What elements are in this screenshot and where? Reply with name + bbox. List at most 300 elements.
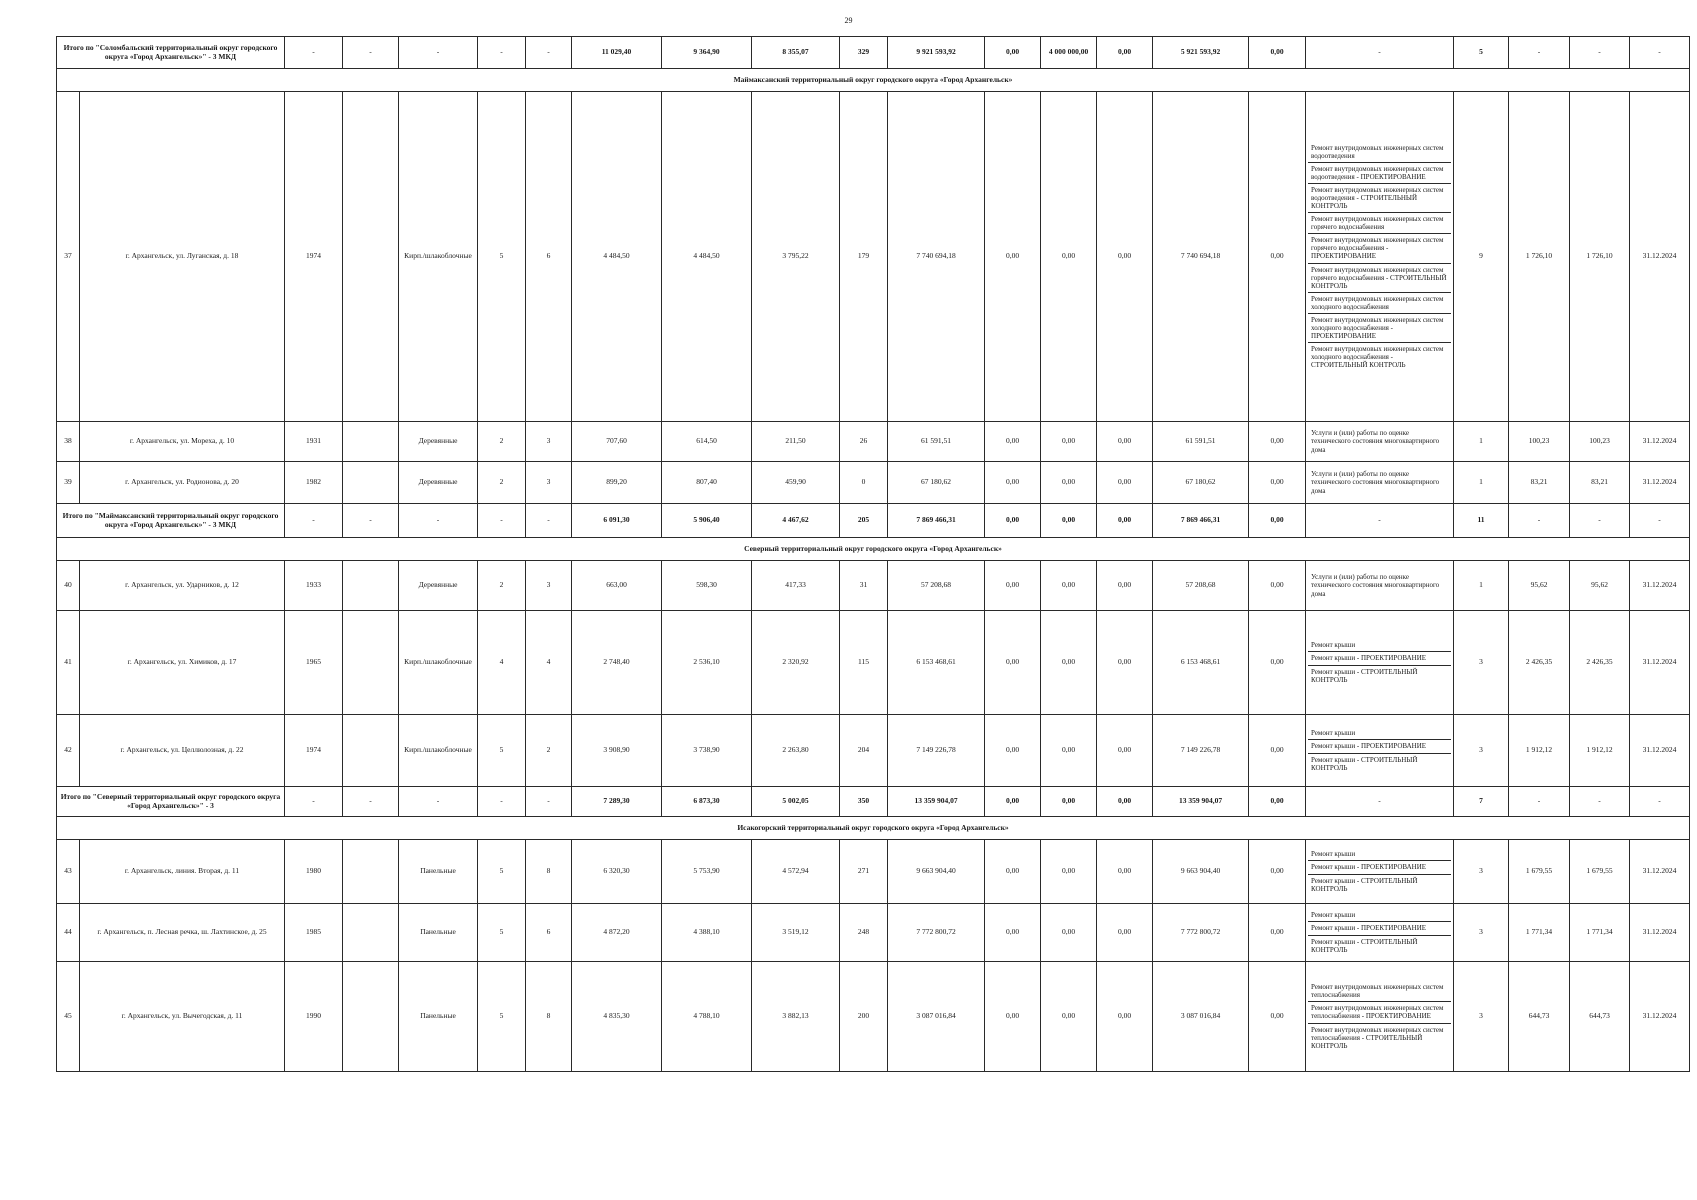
fund-2: 0,00 [1041,422,1097,462]
work-item: Ремонт внутридомовых инженерных систем водоотведения - ПРОЕКТИРОВАНИЕ [1308,163,1451,184]
cost-total: 9 921 593,92 [888,37,985,69]
living-area: 4 388,10 [662,904,752,962]
dash-cell: - [478,37,526,69]
dash-cell: - [343,504,399,538]
work-item: Услуги и (или) работы по оценке технического состояния многоквартирного дома [1311,470,1440,495]
row-number: 37 [57,92,80,422]
work-item: Ремонт внутридомовых инженерных систем холодного водоснабжения - ПРОЕКТИРОВАНИЕ [1308,314,1451,343]
residential-area: 4 467,62 [752,504,840,538]
fund-3: 0,00 [1097,422,1153,462]
completion-date: 31.12.2024 [1630,611,1690,715]
completion-date: 31.12.2024 [1630,422,1690,462]
max-unit-price: 1 679,55 [1570,840,1630,904]
fund-2: 0,00 [1041,904,1097,962]
fund-2: 0,00 [1041,962,1097,1072]
page-number: 29 [844,16,853,25]
section-header-maimaksa [57,69,1690,92]
cost-total: 6 153 468,61 [888,611,985,715]
floors: 2 [478,462,526,504]
cost-total: 67 180,62 [888,462,985,504]
year: 1980 [285,840,343,904]
dash-cell: - [343,37,399,69]
total-label: Итого по "Маймаксанский территориальный округ городского округа «Город Архангельск»" - 3 МКД [57,504,285,538]
works-count: 5 [1454,37,1509,69]
fund-4: 0,00 [1249,561,1306,611]
work-item: Ремонт крыши - СТРОИТЕЛЬНЫЙ КОНТРОЛЬ [1311,937,1418,954]
residents: 271 [840,840,888,904]
wall-material: Панельные [399,840,478,904]
fund-2: 0,00 [1041,462,1097,504]
dash-cell: - [399,504,478,538]
row-number: 42 [57,715,80,787]
owners-funds: 9 663 904,40 [1153,840,1249,904]
total-row-maimaksa [57,504,1690,538]
living-area: 5 906,40 [662,504,752,538]
total-area: 707,60 [572,422,662,462]
total-area: 4 872,20 [572,904,662,962]
residential-area: 3 519,12 [752,904,840,962]
works-count: 3 [1454,840,1509,904]
works-list-cell [1306,840,1454,904]
owners-funds: 6 153 468,61 [1153,611,1249,715]
work-item: Ремонт внутридомовых инженерных систем горячего водоснабжения [1308,213,1451,234]
living-area: 4 484,50 [662,92,752,422]
cost-total: 3 087 016,84 [888,962,985,1072]
work-item: Услуги и (или) работы по оценке технического состояния многоквартирного дома [1311,573,1440,598]
residential-area: 459,90 [752,462,840,504]
dash-cell: - [478,787,526,817]
total-area: 6 320,30 [572,840,662,904]
fund-3: 0,00 [1097,611,1153,715]
works-count: 3 [1454,962,1509,1072]
living-area: 5 753,90 [662,840,752,904]
completion-date: 31.12.2024 [1630,715,1690,787]
fund-2: 0,00 [1041,787,1097,817]
work-item: Ремонт внутридомовых инженерных систем горячего водоснабжения - ПРОЕКТИРОВАНИЕ [1308,234,1451,263]
fund-3: 0,00 [1097,92,1153,422]
works-list-cell [1306,422,1454,462]
owners-funds: 5 921 593,92 [1153,37,1249,69]
floors: 5 [478,840,526,904]
total-area: 7 289,30 [572,787,662,817]
total-label: Итого по "Соломбальский территориальный округ городского округа «Город Архангельск»" - 3 МКД [57,37,285,69]
fund-1: 0,00 [985,422,1041,462]
unit-price: 1 912,12 [1509,715,1570,787]
fund-3: 0,00 [1097,904,1153,962]
dash-cell: - [526,37,572,69]
work-item: Ремонт крыши [1308,639,1451,652]
section-title: Маймаксанский территориальный округ городского округа «Город Архангельск» [57,69,1690,92]
floors: 5 [478,92,526,422]
residents: 200 [840,962,888,1072]
unit-price: 1 726,10 [1509,92,1570,422]
works-list-cell [1306,92,1454,422]
empty-cell [343,962,399,1072]
dash-cell: - [1509,37,1570,69]
address: г. Архангельск, линия. Вторая, д. 11 [80,840,285,904]
dash-cell: - [399,37,478,69]
living-area: 614,50 [662,422,752,462]
works-count: 9 [1454,92,1509,422]
table-row [57,92,1690,422]
work-item: Ремонт крыши - ПРОЕКТИРОВАНИЕ [1308,652,1451,665]
table-row [57,904,1690,962]
cost-total: 7 869 466,31 [888,504,985,538]
living-area: 598,30 [662,561,752,611]
fund-4: 0,00 [1249,504,1306,538]
total-area: 6 091,30 [572,504,662,538]
fund-1: 0,00 [985,92,1041,422]
table-row [57,611,1690,715]
residential-area: 3 795,22 [752,92,840,422]
address: г. Архангельск, п. Лесная речка, ш. Лахтинское, д. 25 [80,904,285,962]
dash-cell: - [478,504,526,538]
fund-1: 0,00 [985,962,1041,1072]
empty-cell [343,840,399,904]
section-header-isakogorka [57,817,1690,840]
fund-1: 0,00 [985,787,1041,817]
completion-date: 31.12.2024 [1630,561,1690,611]
fund-4: 0,00 [1249,840,1306,904]
living-area: 2 536,10 [662,611,752,715]
total-area: 2 748,40 [572,611,662,715]
address: г. Архангельск, ул. Вычегодская, д. 11 [80,962,285,1072]
total-label: Итого по "Северный территориальный округ городского округа «Город Архангельск»" - 3 [57,787,285,817]
dash-cell: - [1306,37,1454,69]
work-item: Ремонт крыши [1308,848,1451,861]
wall-material: Деревянные [399,462,478,504]
address: г. Архангельск, ул. Целлюлозная, д. 22 [80,715,285,787]
work-item: Ремонт крыши [1308,727,1451,740]
fund-4: 0,00 [1249,422,1306,462]
dash-cell: - [1570,37,1630,69]
works-list-cell [1306,962,1454,1072]
capital-repair-table [56,36,1690,1072]
unit-price: 100,23 [1509,422,1570,462]
residential-area: 3 882,13 [752,962,840,1072]
cost-total: 13 359 904,07 [888,787,985,817]
year: 1933 [285,561,343,611]
fund-4: 0,00 [1249,962,1306,1072]
total-area: 663,00 [572,561,662,611]
work-item: Ремонт внутридомовых инженерных систем холодного водоснабжения - СТРОИТЕЛЬНЫЙ КОНТРОЛЬ [1311,344,1444,369]
works-list-cell [1306,462,1454,504]
max-unit-price: 2 426,35 [1570,611,1630,715]
fund-4: 0,00 [1249,462,1306,504]
address: г. Архангельск, ул. Мореха, д. 10 [80,422,285,462]
work-item: Ремонт крыши - СТРОИТЕЛЬНЫЙ КОНТРОЛЬ [1311,755,1418,772]
fund-2: 0,00 [1041,561,1097,611]
address: г. Архангельск, ул. Ударников, д. 12 [80,561,285,611]
section-title: Северный территориальный округ городского округа «Город Архангельск» [57,538,1690,561]
fund-3: 0,00 [1097,561,1153,611]
total-row-severny [57,787,1690,817]
owners-funds: 3 087 016,84 [1153,962,1249,1072]
living-area: 4 788,10 [662,962,752,1072]
entrances: 8 [526,840,572,904]
total-area: 899,20 [572,462,662,504]
wall-material: Панельные [399,962,478,1072]
unit-price: 83,21 [1509,462,1570,504]
fund-1: 0,00 [985,904,1041,962]
dash-cell: - [1630,37,1690,69]
dash-cell: - [285,504,343,538]
living-area: 6 873,30 [662,787,752,817]
residential-area: 4 572,94 [752,840,840,904]
fund-4: 0,00 [1249,92,1306,422]
year: 1982 [285,462,343,504]
table-row [57,561,1690,611]
work-item: Ремонт внутридомовых инженерных систем холодного водоснабжения [1308,293,1451,314]
fund-1: 0,00 [985,840,1041,904]
completion-date: 31.12.2024 [1630,92,1690,422]
work-item: Ремонт внутридомовых инженерных систем горячего водоснабжения - СТРОИТЕЛЬНЫЙ КОНТРОЛЬ [1308,264,1451,293]
fund-2: 0,00 [1041,504,1097,538]
cost-total: 61 591,51 [888,422,985,462]
max-unit-price: 1 771,34 [1570,904,1630,962]
section-header-severny [57,538,1690,561]
residents: 204 [840,715,888,787]
fund-4: 0,00 [1249,904,1306,962]
owners-funds: 57 208,68 [1153,561,1249,611]
work-item: Ремонт внутридомовых инженерных систем водоотведения - СТРОИТЕЛЬНЫЙ КОНТРОЛЬ [1308,184,1451,213]
works-count: 7 [1454,787,1509,817]
residential-area: 5 002,05 [752,787,840,817]
completion-date: 31.12.2024 [1630,904,1690,962]
fund-1: 0,00 [985,37,1041,69]
dash-cell: - [1630,504,1690,538]
residential-area: 417,33 [752,561,840,611]
completion-date: 31.12.2024 [1630,462,1690,504]
year: 1974 [285,715,343,787]
fund-1: 0,00 [985,561,1041,611]
residents: 179 [840,92,888,422]
wall-material: Кирп./шлакоблочные [399,715,478,787]
dash-cell: - [285,37,343,69]
residents: 205 [840,504,888,538]
residents: 31 [840,561,888,611]
cost-total: 9 663 904,40 [888,840,985,904]
fund-2: 0,00 [1041,611,1097,715]
entrances: 4 [526,611,572,715]
works-count: 3 [1454,611,1509,715]
row-number: 39 [57,462,80,504]
living-area: 3 738,90 [662,715,752,787]
table-row [57,840,1690,904]
owners-funds: 13 359 904,07 [1153,787,1249,817]
floors: 5 [478,904,526,962]
table-row [57,422,1690,462]
empty-cell [343,92,399,422]
living-area: 807,40 [662,462,752,504]
works-count: 3 [1454,904,1509,962]
total-area: 4 835,30 [572,962,662,1072]
total-area: 3 908,90 [572,715,662,787]
max-unit-price: 100,23 [1570,422,1630,462]
unit-price: 644,73 [1509,962,1570,1072]
works-count: 3 [1454,715,1509,787]
cost-total: 7 149 226,78 [888,715,985,787]
max-unit-price: 83,21 [1570,462,1630,504]
dash-cell: - [1630,787,1690,817]
dash-cell: - [1509,504,1570,538]
fund-4: 0,00 [1249,787,1306,817]
residents: 26 [840,422,888,462]
dash-cell: - [526,504,572,538]
year: 1931 [285,422,343,462]
floors: 2 [478,422,526,462]
fund-3: 0,00 [1097,962,1153,1072]
wall-material: Деревянные [399,561,478,611]
total-row-solombala [57,37,1690,69]
year: 1985 [285,904,343,962]
max-unit-price: 1 912,12 [1570,715,1630,787]
floors: 2 [478,561,526,611]
dash-cell: - [1306,504,1454,538]
max-unit-price: 1 726,10 [1570,92,1630,422]
wall-material: Деревянные [399,422,478,462]
dash-cell: - [1570,504,1630,538]
empty-cell [343,462,399,504]
completion-date: 31.12.2024 [1630,840,1690,904]
empty-cell [343,611,399,715]
fund-3: 0,00 [1097,462,1153,504]
work-item: Ремонт внутридомовых инженерных систем водоотведения [1308,142,1451,163]
table-row [57,962,1690,1072]
empty-cell [343,561,399,611]
year: 1990 [285,962,343,1072]
row-number: 40 [57,561,80,611]
works-count: 1 [1454,462,1509,504]
dash-cell: - [1509,787,1570,817]
row-number: 44 [57,904,80,962]
row-number: 43 [57,840,80,904]
total-area: 11 029,40 [572,37,662,69]
work-item: Ремонт крыши - СТРОИТЕЛЬНЫЙ КОНТРОЛЬ [1311,667,1418,684]
row-number: 45 [57,962,80,1072]
unit-price: 95,62 [1509,561,1570,611]
fund-2: 0,00 [1041,715,1097,787]
empty-cell [343,904,399,962]
address: г. Архангельск, ул. Родионова, д. 20 [80,462,285,504]
empty-cell [343,422,399,462]
fund-1: 0,00 [985,611,1041,715]
works-list-cell [1306,561,1454,611]
works-count: 1 [1454,422,1509,462]
fund-4: 0,00 [1249,37,1306,69]
living-area: 9 364,90 [662,37,752,69]
fund-2: 4 000 000,00 [1041,37,1097,69]
works-list-cell [1306,611,1454,715]
fund-3: 0,00 [1097,840,1153,904]
fund-1: 0,00 [985,462,1041,504]
fund-4: 0,00 [1249,715,1306,787]
residents: 0 [840,462,888,504]
dash-cell: - [399,787,478,817]
fund-3: 0,00 [1097,787,1153,817]
address: г. Архангельск, ул. Химиков, д. 17 [80,611,285,715]
floors: 5 [478,715,526,787]
work-item: Ремонт внутридомовых инженерных систем теплоснабжения - ПРОЕКТИРОВАНИЕ [1308,1002,1451,1023]
completion-date: 31.12.2024 [1630,962,1690,1072]
floors: 5 [478,962,526,1072]
fund-4: 0,00 [1249,611,1306,715]
works-list-cell [1306,715,1454,787]
wall-material: Кирп./шлакоблочные [399,92,478,422]
work-item: Ремонт крыши - СТРОИТЕЛЬНЫЙ КОНТРОЛЬ [1311,876,1418,893]
fund-1: 0,00 [985,715,1041,787]
owners-funds: 67 180,62 [1153,462,1249,504]
cost-total: 7 772 800,72 [888,904,985,962]
fund-3: 0,00 [1097,37,1153,69]
works-list-cell [1306,904,1454,962]
floors: 4 [478,611,526,715]
owners-funds: 7 772 800,72 [1153,904,1249,962]
work-item: Ремонт крыши - ПРОЕКТИРОВАНИЕ [1308,861,1451,874]
residential-area: 8 355,07 [752,37,840,69]
fund-3: 0,00 [1097,504,1153,538]
year: 1965 [285,611,343,715]
residential-area: 2 320,92 [752,611,840,715]
owners-funds: 7 740 694,18 [1153,92,1249,422]
wall-material: Панельные [399,904,478,962]
max-unit-price: 644,73 [1570,962,1630,1072]
work-item: Услуги и (или) работы по оценке технического состояния многоквартирного дома [1311,429,1440,454]
empty-cell [343,715,399,787]
max-unit-price: 95,62 [1570,561,1630,611]
work-item: Ремонт крыши - ПРОЕКТИРОВАНИЕ [1308,740,1451,753]
residents: 248 [840,904,888,962]
dash-cell: - [1306,787,1454,817]
dash-cell: - [285,787,343,817]
entrances: 3 [526,422,572,462]
year: 1974 [285,92,343,422]
owners-funds: 7 149 226,78 [1153,715,1249,787]
fund-2: 0,00 [1041,840,1097,904]
residents: 115 [840,611,888,715]
work-item: Ремонт крыши [1308,909,1451,922]
entrances: 6 [526,904,572,962]
unit-price: 1 771,34 [1509,904,1570,962]
dash-cell: - [1570,787,1630,817]
section-title: Исакогорский территориальный округ городского округа «Город Архангельск» [57,817,1690,840]
unit-price: 1 679,55 [1509,840,1570,904]
dash-cell: - [526,787,572,817]
entrances: 8 [526,962,572,1072]
table-row [57,462,1690,504]
work-item: Ремонт внутридомовых инженерных систем теплоснабжения [1308,981,1451,1002]
address: г. Архангельск, ул. Луганская, д. 18 [80,92,285,422]
owners-funds: 7 869 466,31 [1153,504,1249,538]
fund-3: 0,00 [1097,715,1153,787]
residents: 350 [840,787,888,817]
works-count: 1 [1454,561,1509,611]
fund-2: 0,00 [1041,92,1097,422]
entrances: 6 [526,92,572,422]
unit-price: 2 426,35 [1509,611,1570,715]
cost-total: 7 740 694,18 [888,92,985,422]
entrances: 3 [526,561,572,611]
entrances: 3 [526,462,572,504]
residential-area: 211,50 [752,422,840,462]
owners-funds: 61 591,51 [1153,422,1249,462]
total-area: 4 484,50 [572,92,662,422]
entrances: 2 [526,715,572,787]
fund-1: 0,00 [985,504,1041,538]
residents: 329 [840,37,888,69]
work-item: Ремонт внутридомовых инженерных систем теплоснабжения - СТРОИТЕЛЬНЫЙ КОНТРОЛЬ [1311,1025,1444,1050]
wall-material: Кирп./шлакоблочные [399,611,478,715]
